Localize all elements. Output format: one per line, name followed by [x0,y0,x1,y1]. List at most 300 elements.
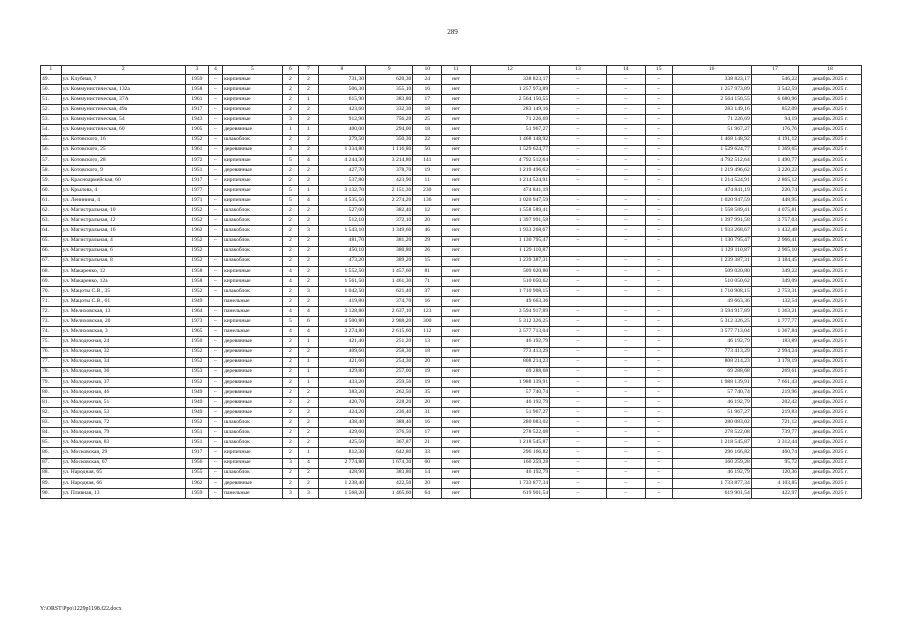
table-cell: 1 363,21 [751,307,798,317]
table-cell: 2 [282,105,298,115]
table-cell: ул. Мелиховская, 20 [61,317,185,327]
table-cell: 1 239 387,31 [470,256,549,266]
table-cell: 2 [282,428,298,438]
table-cell: 1952 [186,256,209,266]
table-cell: кирпичные [223,105,283,115]
table-cell: 473,20 [318,256,365,266]
table-cell: нет [442,256,471,266]
table-cell: кирпичные [223,196,283,206]
table-cell: 60. [41,186,62,196]
table-cell: 2 [282,418,298,428]
table-cell: 349,22 [751,266,798,276]
table-cell: 46 192,79 [470,337,549,347]
table-cell: 6 680,96 [751,95,798,105]
table-cell: – [645,155,672,165]
table-cell: нет [442,367,471,377]
table-cell: – [550,387,607,397]
table-cell: 355,10 [366,85,413,95]
table-cell: – [208,125,222,135]
table-cell: 1 020 947,59 [672,196,751,206]
table-cell: 4 103,85 [751,478,798,488]
table-cell: 1 219 496,62 [672,165,751,175]
table-cell: – [645,478,672,488]
table-cell: – [550,266,607,276]
table-cell: 620,30 [366,75,413,85]
column-header: 18 [799,66,862,75]
table-cell: 1 [299,95,319,105]
table-cell: 6 [299,317,319,327]
table-cell: 83. [41,418,62,428]
column-header: 10 [413,66,442,75]
table-cell: нет [442,135,471,145]
table-cell: 1 130 795,47 [470,236,549,246]
table-cell: – [208,307,222,317]
table-cell: 389,20 [366,256,413,266]
table-cell: декабрь 2025 г. [799,276,862,286]
table-cell: – [645,135,672,145]
table-cell: 20 [413,398,442,408]
table-cell: – [606,337,645,347]
table-cell: 420,70 [318,398,365,408]
table-cell: нет [442,428,471,438]
table-cell: 262,50 [366,387,413,397]
table-cell: 1 129 110,87 [672,246,751,256]
table-cell: – [550,307,607,317]
table-cell: 2 564 150,55 [672,95,751,105]
table-cell: нет [442,246,471,256]
table-cell: ул. Котовского, 16 [61,135,185,145]
table-cell: 19 [413,165,442,175]
table-cell: нет [442,196,471,206]
table-cell: 2 [299,468,319,478]
table-cell: 280 083,02 [672,418,751,428]
table-cell: 1949 [186,297,209,307]
table-cell: – [606,115,645,125]
table-cell: 16 [413,297,442,307]
table-cell: декабрь 2025 г. [799,286,862,296]
table-cell: – [645,458,672,468]
table-cell: 84. [41,428,62,438]
table-cell: – [208,206,222,216]
table-cell: декабрь 2025 г. [799,478,862,488]
table-cell: 332,30 [366,105,413,115]
table-cell: 1 674,30 [366,458,413,468]
table-cell: 1 558 589,41 [672,206,751,216]
table-cell: 7 661,43 [751,377,798,387]
table-cell: 1 432,48 [751,226,798,236]
table-cell: декабрь 2025 г. [799,337,862,347]
table-cell: 2 988,20 [366,317,413,327]
table-cell: 400,00 [318,125,365,135]
table-cell: шлакоблок [223,286,283,296]
table-cell: ул. Котовского, 9 [61,165,185,175]
table-cell: – [606,428,645,438]
table-cell: декабрь 2025 г. [799,246,862,256]
table-cell: 2 [282,377,298,387]
table-cell: – [645,216,672,226]
table-cell: 2 564 150,55 [470,95,549,105]
table-cell: 808 214,23 [470,357,549,367]
table-cell: 537,80 [318,175,365,185]
table-cell: ул. Ленинина, 4 [61,196,185,206]
table-cell: – [550,286,607,296]
table-cell: 141 [413,155,442,165]
table-cell: – [550,75,607,85]
table-cell: 2 774,80 [318,458,365,468]
table-cell: деревянные [223,398,283,408]
table-row [41,418,862,428]
table-cell: ул. Молодежная, 34 [61,357,185,367]
table-cell: декабрь 2025 г. [799,266,862,276]
table-row [41,347,862,357]
table-cell: шлакоблок [223,236,283,246]
table-cell: – [550,165,607,175]
table-cell: 422,97 [751,488,798,498]
table-cell: 450,10 [318,246,365,256]
table-cell: 1 042,50 [318,286,365,296]
table-cell: 419,80 [318,297,365,307]
table-cell: 383,20 [318,387,365,397]
table-cell: 254,30 [366,357,413,367]
table-cell: 17 [413,428,442,438]
table-cell: декабрь 2025 г. [799,155,862,165]
table-cell: кирпичные [223,317,283,327]
table-cell: 3 128,80 [318,307,365,317]
table-cell: нет [442,488,471,498]
table-cell: 3 178,19 [751,357,798,367]
table-cell: 20 [413,357,442,367]
table-cell: – [550,357,607,367]
table-cell [606,297,645,307]
table-cell: ул. Молодежная, 46 [61,387,185,397]
table-cell: 3 [282,488,298,498]
table-cell: ул. Магистральная, 16 [61,226,185,236]
table-cell: 300 [413,317,442,327]
table-cell: кирпичные [223,175,283,185]
table-cell: 95,72 [751,458,798,468]
table-cell: 70. [41,286,62,296]
table-cell: – [606,347,645,357]
table-cell: 61. [41,196,62,206]
table-cell: 2 [299,135,319,145]
table-cell: шлакоблок [223,428,283,438]
table-cell: 3 184,45 [751,256,798,266]
table-row [41,398,862,408]
table-cell: – [606,377,645,387]
table-cell: декабрь 2025 г. [799,105,862,115]
table-cell: ул. Котовского, 25 [61,145,185,155]
table-cell: 429,60 [318,428,365,438]
table-cell: – [550,347,607,357]
table-cell: 1956 [186,458,209,468]
table-cell: 2 [282,387,298,397]
table-cell: 2 [299,478,319,488]
table-cell: декабрь 2025 г. [799,408,862,418]
table-cell: 94,19 [751,115,798,125]
table-cell: шлакоблок [223,438,283,448]
table-cell: 2 [282,226,298,236]
table-cell: 512,10 [318,216,365,226]
column-header: 16 [672,66,751,75]
table-cell: 2 [282,438,298,448]
table-cell: декабрь 2025 г. [799,488,862,498]
table-cell: 2 [282,206,298,216]
table-cell: 85. [41,438,62,448]
table-cell: 64 [413,488,442,498]
table-cell: 123 [413,307,442,317]
table-cell: – [550,438,607,448]
table-cell: – [645,408,672,418]
table-cell: – [208,347,222,357]
table-cell: – [606,95,645,105]
table-cell: 49. [41,75,62,85]
table-cell: 1 334,80 [318,145,365,155]
table-cell: декабрь 2025 г. [799,367,862,377]
table-cell: – [645,196,672,206]
table-cell: – [208,357,222,367]
table-cell: – [606,438,645,448]
table-row [41,488,862,498]
table-row [41,206,862,216]
table-cell: 16 [413,418,442,428]
table-cell: 251,20 [366,337,413,347]
table-cell: 59. [41,175,62,185]
table-cell: – [606,145,645,155]
table-cell: 2 [282,478,298,488]
table-cell: – [208,478,222,488]
table-cell: 474 841,19 [470,186,549,196]
table-cell: нет [442,175,471,185]
table-cell: декабрь 2025 г. [799,317,862,327]
table-cell: нет [442,317,471,327]
table-cell: 71 [413,276,442,286]
table-cell: 1 [299,125,319,135]
table-cell: 3 [282,115,298,125]
table-cell: 2 865,12 [751,175,798,185]
table-cell: 4 792 512,64 [672,155,751,165]
table-cell: 1961 [186,145,209,155]
table-cell: 2 [299,438,319,448]
table-cell: 5 [282,317,298,327]
table-cell: 1 988 139,91 [470,377,549,387]
table-cell: 52. [41,105,62,115]
table-cell: 422,50 [366,478,413,488]
table-cell: 3 132,70 [318,186,365,196]
table-cell: – [645,105,672,115]
table-cell [645,297,672,307]
table-cell: – [208,105,222,115]
table-cell: 2 [282,135,298,145]
table-cell [645,246,672,256]
table-cell: 621,40 [366,286,413,296]
table-cell: 2 [282,75,298,85]
table-cell: 912,90 [318,115,365,125]
table-cell: 1 239 387,31 [672,256,751,266]
table-cell: – [550,418,607,428]
table-cell: – [550,478,607,488]
table-cell: 1952 [186,286,209,296]
column-header: 3 [186,66,209,75]
table-cell: кирпичные [223,155,283,165]
table-cell: 72. [41,307,62,317]
table-cell: 81. [41,398,62,408]
table-cell: – [208,337,222,347]
table-cell: – [208,256,222,266]
table-cell: 51 967,27 [672,125,751,135]
table-row [41,145,862,155]
table-cell: ул. Коммунистическая, 60 [61,125,185,135]
table-cell: 1965 [186,327,209,337]
table-row [41,226,862,236]
table-cell: 1 465,60 [366,488,413,498]
table-cell: нет [442,85,471,95]
table-cell: 37 [413,286,442,296]
table-row [41,387,862,397]
table-cell: нет [442,418,471,428]
table-cell: 1950 [186,337,209,347]
table-cell: – [645,488,672,498]
table-cell: – [645,398,672,408]
table-cell: 409,60 [318,347,365,357]
table-cell: 2 [299,206,319,216]
table-cell: нет [442,125,471,135]
table-row [41,357,862,367]
table-cell: 19 [413,367,442,377]
table-cell: – [208,95,222,105]
table-cell: шлакоблок [223,216,283,226]
table-row [41,458,862,468]
table-cell: 527,00 [318,206,365,216]
table-cell: декабрь 2025 г. [799,236,862,246]
table-cell: нет [442,75,471,85]
table-cell: 5 [282,196,298,206]
table-cell: нет [442,357,471,367]
table-cell: 376,50 [366,428,413,438]
table-cell: 1 [299,357,319,367]
table-cell [606,246,645,256]
table-cell: 1958 [186,85,209,95]
table-cell: 2 [282,256,298,266]
table-cell: 2 [299,256,319,266]
table-cell: нет [442,307,471,317]
table-cell: нет [442,226,471,236]
table-cell: 2 [299,418,319,428]
table-cell: 808 214,23 [672,357,751,367]
column-header: 4 [208,66,222,75]
table-cell: 2 [299,236,319,246]
table-cell: 20 [413,478,442,488]
table-cell: 372,10 [366,216,413,226]
table-cell: – [208,418,222,428]
table-cell: 60 [413,458,442,468]
table-cell: – [645,418,672,428]
table-cell: 22 [413,135,442,145]
table-row [41,186,862,196]
table-cell: 46 192,79 [672,398,751,408]
table-cell: декабрь 2025 г. [799,307,862,317]
table-cell: – [606,458,645,468]
table-row [41,125,862,135]
table-cell: 71 226,69 [672,115,751,125]
table-cell: 25 [413,115,442,125]
table-cell: 24 [413,75,442,85]
document-file-path: Y:\ORST\Ppo\1229p1198.f22.docx [40,606,122,612]
table-cell: 278 522,08 [470,428,549,438]
table-cell: 1 238,40 [318,478,365,488]
table-row [41,448,862,458]
table-cell: 509 020,80 [470,266,549,276]
table-cell: 5 312 326,25 [672,317,751,327]
table-row [41,75,862,85]
table-row [41,155,862,165]
table-cell: – [606,165,645,175]
table-cell: 2 753,31 [751,286,798,296]
table-cell: – [550,135,607,145]
table-cell: декабрь 2025 г. [799,297,862,307]
table-cell: 3 757,03 [751,216,798,226]
table-cell: 1952 [186,216,209,226]
table-cell: 4 [299,327,319,337]
table-row [41,266,862,276]
table-cell: 2 [299,115,319,125]
table-cell: 69 288,68 [470,367,549,377]
table-cell: 2 [299,387,319,397]
column-header: 11 [442,66,471,75]
table-cell: 2 [299,297,319,307]
table-cell: ул. Московская, 29 [61,448,185,458]
table-cell: – [550,408,607,418]
table-cell: нет [442,448,471,458]
table-row [41,377,862,387]
table-cell: 51 967,27 [672,408,751,418]
table-cell: нет [442,347,471,357]
table-cell: – [645,85,672,95]
table-cell: кирпичные [223,186,283,196]
table-cell: – [606,408,645,418]
table-cell: 14 [413,468,442,478]
table-cell: нет [442,266,471,276]
table-cell: 2 [282,357,298,367]
table-cell: 429,80 [318,367,365,377]
table-cell: 57. [41,155,62,165]
table-cell: 5 [282,155,298,165]
table-cell: 428,90 [318,468,365,478]
table-cell: – [645,75,672,85]
table-cell: нет [442,297,471,307]
table-cell: 1971 [186,196,209,206]
table-cell: – [550,145,607,155]
table-cell: 3 [299,488,319,498]
table-cell: нет [442,377,471,387]
table-cell: – [645,387,672,397]
table-cell: 1 397 991,58 [470,216,549,226]
table-cell: 88. [41,468,62,478]
table-cell: 382,40 [366,206,413,216]
table-row [41,478,862,488]
table-cell: 1 130 795,47 [672,236,751,246]
table-cell: 1 457,60 [366,266,413,276]
table-cell: деревянные [223,145,283,155]
table-cell: 2 151,30 [366,186,413,196]
table-cell: – [606,256,645,266]
table-cell [208,246,222,256]
column-header: 5 [223,66,283,75]
table-cell: 50. [41,85,62,95]
table-cell: нет [442,408,471,418]
table-cell: деревянные [223,377,283,387]
table-cell: 64. [41,226,62,236]
table-cell: – [208,135,222,145]
